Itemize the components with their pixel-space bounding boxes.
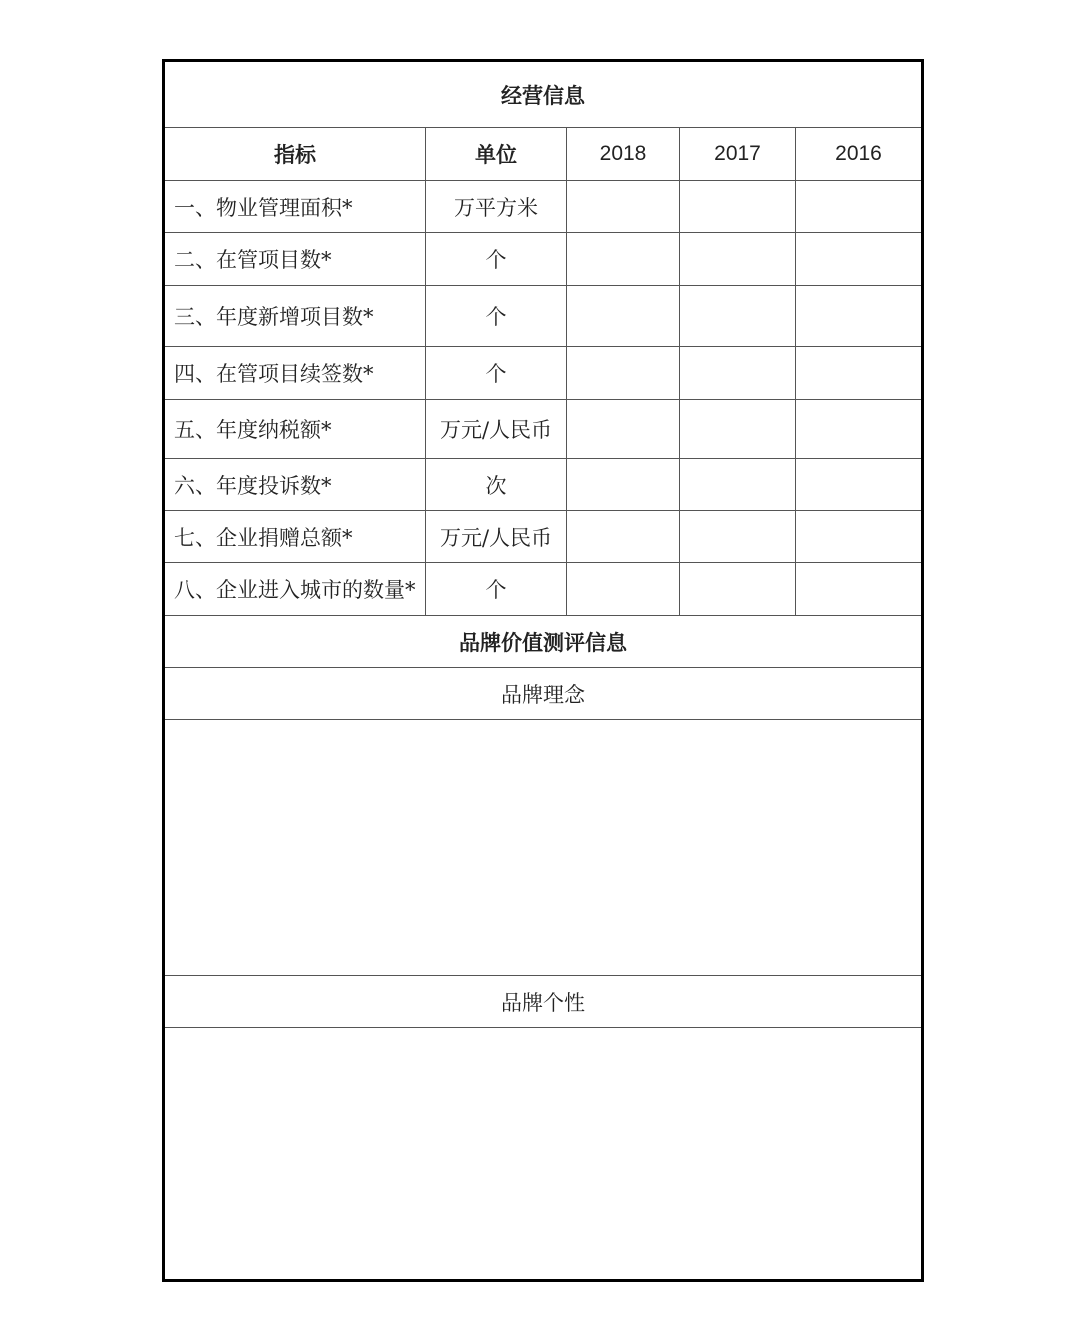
unit-label: 次 [425,459,566,510]
unit-label: 个 [425,347,566,399]
unit-label: 个 [425,563,566,615]
brand-concept-label-row [165,668,921,720]
brand-section-title-row [165,616,921,668]
value-cell-2017[interactable] [679,347,795,399]
unit-label: 个 [425,286,566,346]
value-cell-2017[interactable] [679,511,795,562]
value-cell-2018[interactable] [566,347,679,399]
indicator-label: 八、企业进入城市的数量* [174,578,416,602]
brand-concept-area[interactable] [165,720,921,976]
header-year-2017: 2017 [679,128,795,180]
value-cell-2018[interactable] [566,563,679,615]
section-title: 经营信息 [501,82,585,108]
indicator-label: 二、在管项目数* [174,248,332,272]
header-indicator: 指标 [274,142,316,167]
table-row [165,233,921,286]
unit-label: 万元/人民币 [425,400,566,458]
value-cell-2016[interactable] [795,347,921,399]
operation-info-form [162,59,924,1282]
value-cell-2017[interactable] [679,233,795,285]
value-cell-2017[interactable] [679,400,795,458]
value-cell-2017[interactable] [679,181,795,232]
value-cell-2016[interactable] [795,511,921,562]
indicator-label: 七、企业捐赠总额* [174,525,353,550]
value-cell-2016[interactable] [795,233,921,285]
unit-label: 万元/人民币 [425,511,566,562]
value-cell-2016[interactable] [795,286,921,346]
value-cell-2017[interactable] [679,563,795,615]
indicator-label: 一、物业管理面积* [174,195,353,220]
value-cell-2016[interactable] [795,459,921,510]
unit-label: 万平方米 [425,181,566,232]
table-row [165,347,921,400]
value-cell-2016[interactable] [795,181,921,232]
value-cell-2017[interactable] [679,459,795,510]
brand-personality-label-row [165,976,921,1028]
table-row [165,563,921,616]
table-header-row [165,128,921,181]
table-row [165,286,921,347]
indicator-label: 三、年度新增项目数* [174,305,374,329]
value-cell-2018[interactable] [566,400,679,458]
value-cell-2016[interactable] [795,563,921,615]
value-cell-2017[interactable] [679,286,795,346]
indicator-label: 四、在管项目续签数* [174,362,374,386]
table-row [165,511,921,563]
brand-personality-area[interactable] [165,1028,921,1279]
indicator-label: 五、年度纳税额* [174,418,332,442]
table-row [165,459,921,511]
value-cell-2018[interactable] [566,511,679,562]
unit-label: 个 [425,233,566,285]
value-cell-2018[interactable] [566,459,679,510]
value-cell-2018[interactable] [566,181,679,232]
indicator-label: 六、年度投诉数* [174,473,332,498]
table-row [165,400,921,459]
value-cell-2018[interactable] [566,233,679,285]
header-year-2018: 2018 [566,128,679,180]
header-year-2016: 2016 [795,128,921,180]
header-unit: 单位 [425,128,566,180]
value-cell-2016[interactable] [795,400,921,458]
section-title-row [165,62,921,128]
brand-concept-label: 品牌理念 [501,682,585,707]
value-cell-2018[interactable] [566,286,679,346]
brand-personality-label: 品牌个性 [501,990,585,1015]
table-row [165,181,921,233]
brand-section-title: 品牌价值测评信息 [459,629,627,655]
